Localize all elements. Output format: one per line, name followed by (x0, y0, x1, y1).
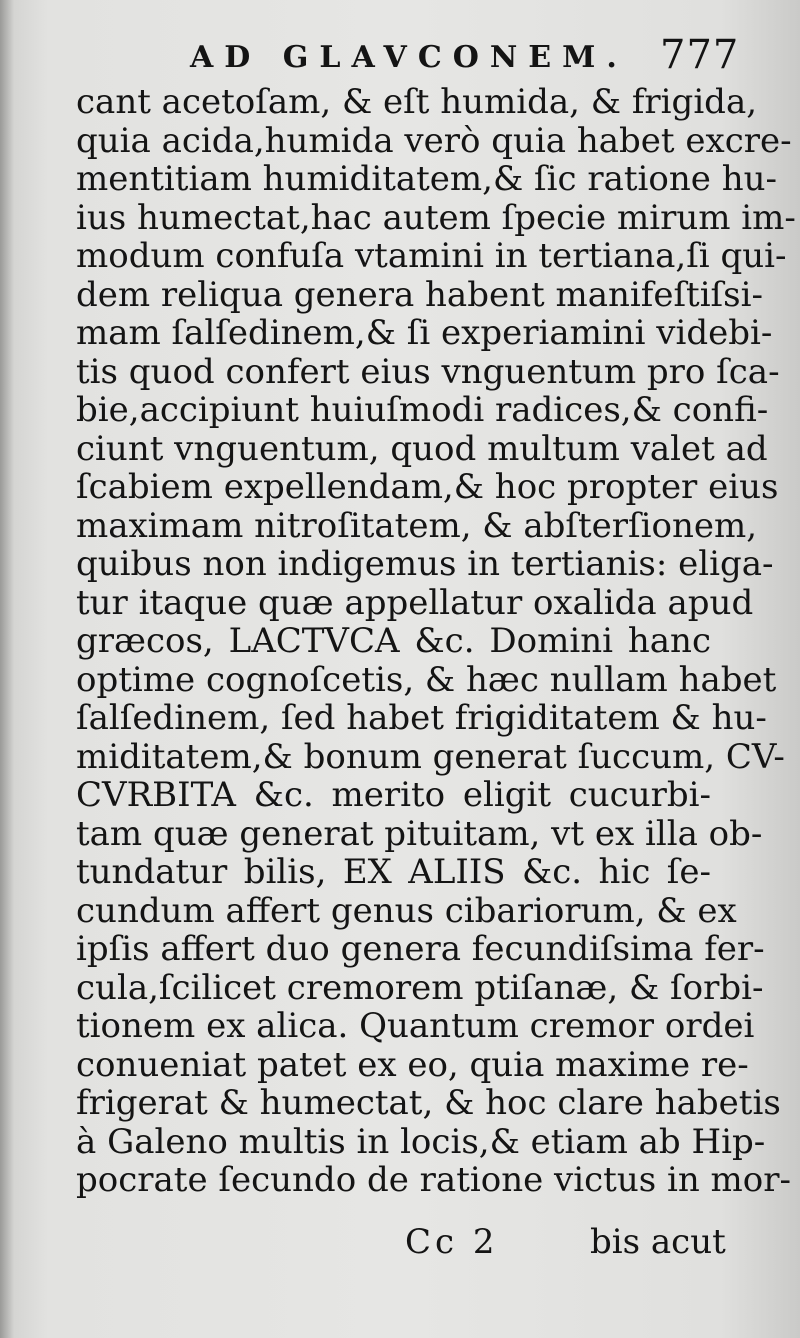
catchword: bis acut (590, 1222, 726, 1262)
text-line: cundum affert genus cibariorum, & ex (76, 890, 737, 931)
text-line: pocrate ſecundo de ratione victus in mor- (76, 1160, 791, 1200)
text-line: modum confuſa vtamini in tertiana,ſi qui- (76, 236, 787, 276)
text-line: optime cognoſcetis, & hæc nullam habet (76, 659, 777, 700)
text-line: quia acida,humida verò quia habet excre- (76, 120, 792, 161)
text-line: conueniat patet ex eo, quia maxime re- (76, 1044, 749, 1085)
text-line: cant acetoſam, & eſt humida, & frigida, (76, 82, 758, 122)
text-line: tundatur bilis, EX ALIIS &c. hic ſe- (76, 852, 711, 892)
text-line: tionem ex alica. Quantum cremor ordei (76, 1006, 755, 1046)
running-head (0, 32, 800, 86)
running-head-title: AD GLAVCONEM. (190, 40, 628, 75)
text-line: quibus non indigemus in tertianis: eliga- (76, 544, 774, 584)
text-line: ſcabiem expellendam,& hoc propter eius (76, 467, 779, 507)
page-gutter-shadow (0, 0, 14, 1338)
text-line: ius humectat,hac autem ſpecie mirum im- (76, 197, 796, 238)
text-line: ipſis affert duo genera fecundiſsima fer- (76, 929, 765, 969)
body-text (76, 82, 796, 1200)
text-line: tis quod confert eius vnguentum pro ſca- (76, 351, 780, 392)
signature-mark: Cc 2 (405, 1222, 499, 1262)
text-line: dem reliqua genera habent manifeſtiſsi- (76, 274, 763, 315)
text-line: frigerat & humectat, & hoc clare habetis (76, 1083, 781, 1123)
text-line: cula,ſcilicet cremorem ptiſanæ, & ſorbi- (76, 967, 764, 1008)
text-line: à Galeno multis in locis,& etiam ab Hip- (76, 1121, 766, 1162)
text-line: græcos, LACTVCA &c. Domini hanc (76, 621, 711, 661)
text-line: ſalſedinem, ſed habet frigiditatem & hu- (76, 698, 767, 738)
text-line: tam quæ generat pituitam, vt ex illa ob- (76, 813, 763, 854)
text-line: maximam nitroſitatem, & abſterſionem, (76, 505, 758, 546)
page-footer (0, 1222, 800, 1270)
text-line: ciunt vnguentum, quod multum valet ad (76, 428, 768, 469)
text-line: mentitiam humiditatem,& ſic ratione hu- (76, 159, 777, 199)
text-line: tur itaque quæ appellatur oxalida apud (76, 582, 754, 623)
text-line: miditatem,& bonum generat ſuccum, CV- (76, 736, 785, 777)
page-number: 777 (660, 32, 740, 78)
text-line: mam ſalſedinem,& ſi experiamini videbi- (76, 313, 773, 353)
text-line: CVRBITA &c. merito eligit cucurbi- (76, 775, 711, 815)
text-line: bie,accipiunt huiuſmodi radices,& confi- (76, 390, 769, 430)
